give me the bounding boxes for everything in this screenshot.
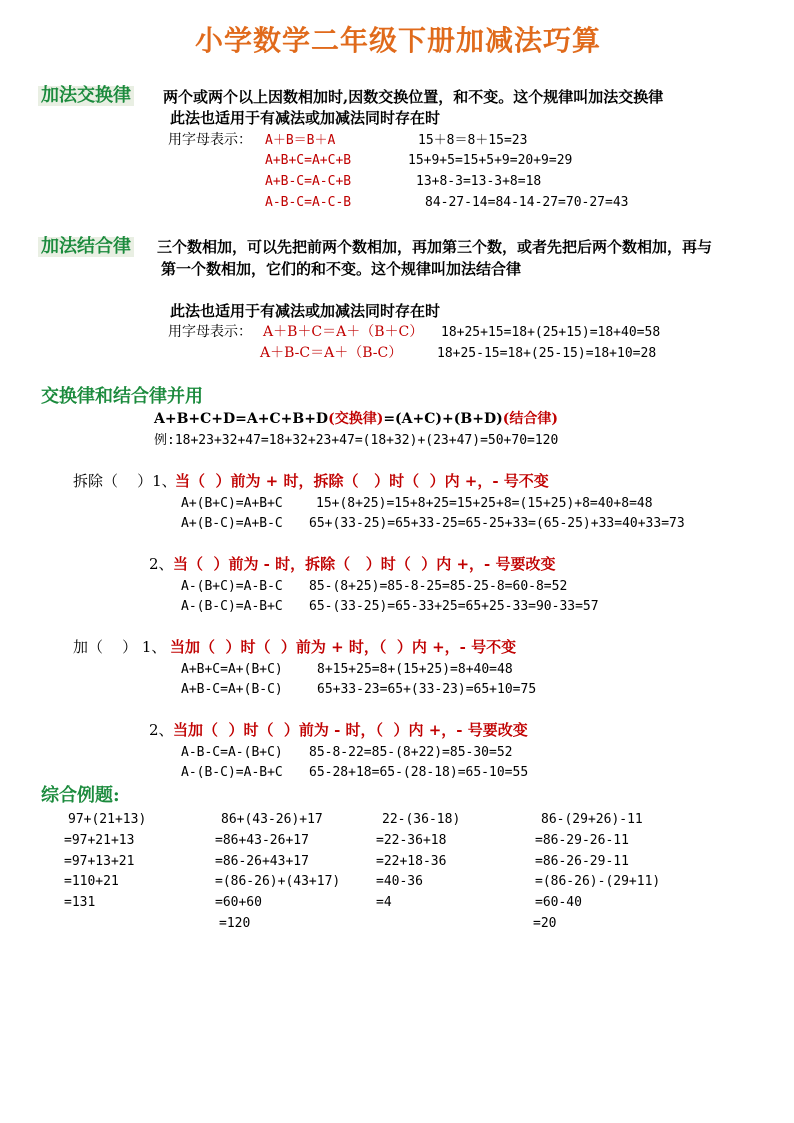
example: 85-8-22=85-(8+22)=85-30=52	[309, 745, 513, 760]
example: 85-(8+25)=85-8-25=85-25-8=60-8=52	[309, 579, 568, 594]
section-heading-combined: 交换律和结合律并用	[41, 386, 203, 407]
combined-formula-part: =(A+C)+(B+D)	[383, 411, 503, 427]
example-step: =22+18-36	[376, 854, 447, 869]
rule-number: 2、	[149, 555, 174, 573]
example-step: =86-26+43+17	[215, 854, 309, 869]
associative-description-line2: 第一个数相加，它们的和不变。这个规律叫加法结合律	[161, 260, 522, 278]
example: 15+9+5=15+5+9=20+9=29	[408, 153, 573, 168]
example-step: 22-(36-18)	[382, 812, 461, 827]
example-step: =120	[219, 916, 251, 931]
example-step: 97+(21+13)	[68, 812, 147, 827]
example-step: =60+60	[215, 895, 262, 910]
formula: A+B+C=A+C+B	[265, 153, 352, 168]
example-step: =86-29-26-11	[535, 833, 629, 848]
section-heading-examples: 综合例题:	[41, 785, 120, 806]
formula: A-(B-C)=A-B+C	[181, 599, 283, 614]
formula: A+B-C=A-C+B	[265, 174, 352, 189]
formula: A-B-C=A-C-B	[265, 195, 352, 210]
formula: A＋B＝B＋A	[265, 133, 336, 148]
formula: A+(B+C)=A+B+C	[181, 496, 283, 511]
formula: A+B+C=A+(B+C)	[181, 662, 283, 677]
combined-example: 例:18+23+32+47=18+32+23+47=(18+32)+(23+47)=50+70=120	[154, 433, 559, 448]
section-heading-commutative: 加法交换律	[38, 86, 134, 106]
example: 65-(33-25)=65-33+25=65+25-33=90-33=57	[309, 599, 599, 614]
example-step: =(86-26)+(43+17)	[215, 874, 341, 889]
example-step: 86-(29+26)-11	[541, 812, 643, 827]
example-step: =(86-26)-(29+11)	[535, 874, 661, 889]
example: 15+(8+25)=15+8+25=15+25+8=(15+25)+8=40+8=48	[316, 496, 653, 511]
commutative-note: 此法也适用于有减法或加减法同时存在时	[170, 109, 441, 127]
associative-note: 此法也适用于有减法或加减法同时存在时	[170, 302, 441, 320]
example-step: =22-36+18	[376, 833, 447, 848]
example-step: =4	[376, 895, 392, 910]
add-rule-2: 当加（ ）时（ ）前为 - 时，（ ）内 +，- 号要改变	[173, 721, 528, 739]
combined-formula-part: A+B+C+D=A+C+B+D	[154, 411, 329, 427]
formula: A＋B＋C＝A＋（B＋C）	[263, 324, 424, 340]
page-title: 小学数学二年级下册加减法巧算	[195, 24, 602, 57]
example: 65-28+18=65-(28-18)=65-10=55	[309, 765, 529, 780]
commutative-tag: (交换律)	[328, 411, 384, 427]
associative-tag: (结合律)	[502, 411, 558, 427]
example: 65+33-23=65+(33-23)=65+10=75	[317, 682, 537, 697]
example-step: =97+21+13	[64, 833, 135, 848]
example-step: =60-40	[535, 895, 582, 910]
example: 18+25+15=18+(25+15)=18+40=58	[441, 325, 661, 340]
commutative-description: 两个或两个以上因数相加时,因数交换位置，和不变。这个规律叫加法交换律	[163, 88, 664, 106]
example-step: =97+13+21	[64, 854, 135, 869]
formula: A+B-C=A+(B-C)	[181, 682, 283, 697]
section-heading-associative: 加法结合律	[38, 237, 134, 257]
example: 65+(33-25)=65+33-25=65-25+33=(65-25)+33=40+33=73	[309, 516, 685, 531]
remove-parentheses-label: 拆除（ ）1、	[73, 472, 177, 490]
example-step: =40-36	[376, 874, 423, 889]
letter-label: 用字母表示：	[168, 132, 252, 148]
add-rule-1: 当加（ ）时（ ）前为 + 时，（ ）内 +，- 号不变	[170, 638, 517, 656]
formula: A+(B-C)=A+B-C	[181, 516, 283, 531]
rule-number: 2、	[149, 721, 174, 739]
combined-formula-line	[154, 412, 558, 426]
example: 15＋8＝8＋15=23	[418, 133, 528, 148]
formula: A＋B-C＝A＋（B-C）	[260, 345, 403, 361]
formula: A-(B+C)=A-B-C	[181, 579, 283, 594]
example-step: =131	[64, 895, 96, 910]
example-step: =110+21	[64, 874, 119, 889]
remove-rule-2: 当（ ）前为 - 时，拆除（ ）时（ ）内 +，- 号要改变	[173, 555, 556, 573]
example: 13+8-3=13-3+8=18	[416, 174, 542, 189]
example-step: =86+43-26+17	[215, 833, 309, 848]
remove-rule-1: 当（ ）前为 + 时，拆除（ ）时（ ）内 +，- 号不变	[175, 472, 549, 490]
example-step: =86-26-29-11	[535, 854, 629, 869]
formula: A-(B-C)=A-B+C	[181, 765, 283, 780]
letter-label: 用字母表示：	[168, 324, 252, 340]
associative-description-line1: 三个数相加，可以先把前两个数相加，再加第三个数，或者先把后两个数相加，再与	[157, 238, 713, 256]
example: 8+15+25=8+(15+25)=8+40=48	[317, 662, 513, 677]
example: 84-27-14=84-14-27=70-27=43	[425, 195, 629, 210]
add-parentheses-label: 加（ ） 1、	[73, 638, 167, 656]
example-step: 86+(43-26)+17	[221, 812, 323, 827]
formula: A-B-C=A-(B+C)	[181, 745, 283, 760]
example: 18+25-15=18+(25-15)=18+10=28	[437, 346, 657, 361]
example-step: =20	[533, 916, 557, 931]
